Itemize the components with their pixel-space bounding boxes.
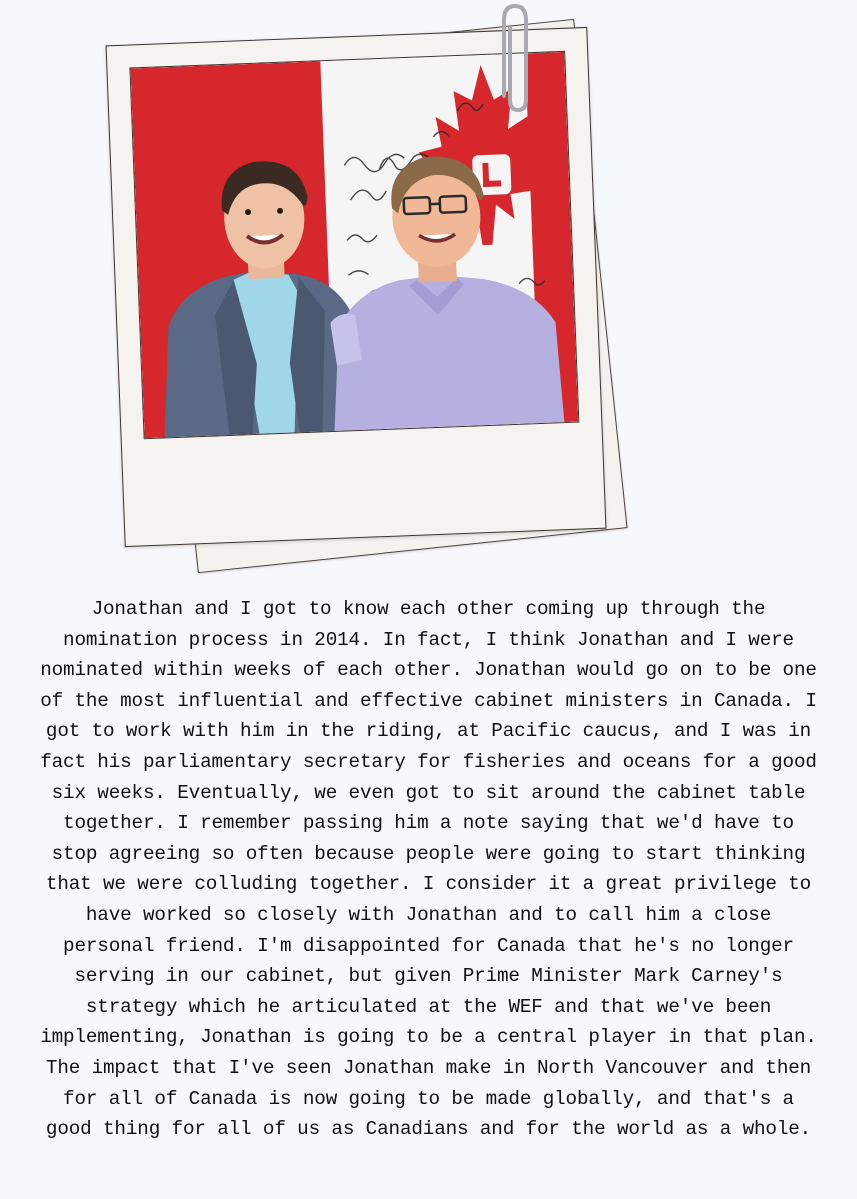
- paperclip-icon: [490, 0, 540, 115]
- tribute-text: Jonathan and I got to know each other coming up through the nomination process in 2014. In fact, I think Jonathan and I were nominated within weeks of each other. Jonathan would go on to be one of the most influential and effective cabinet ministers in Canada. I got to work with him in the riding, at Pacific caucus, and I was in fact his parliamentary secretary for fisheries and oceans for a good six weeks. Eventually, we even got to sit around the cabinet table together. I remember passing him a note saying that we'd have to stop agreeing so often because people were going to start thinking that we were colluding together. I consider it a great privilege to have worked so closely with Jonathan and to call him a close personal friend. I'm disappointed for Canada that he's no longer serving in our cabinet, but given Prime Minister Mark Carney's strategy which he articulated at the WEF and that we've been implementing, Jonathan is going to be a central player in that plan. The impact that I've seen Jonathan make in North Vancouver and then for all of Canada is now going to be made globally, and that's a good thing for all of us as Canadians and for the world as a whole.: [40, 598, 817, 1141]
